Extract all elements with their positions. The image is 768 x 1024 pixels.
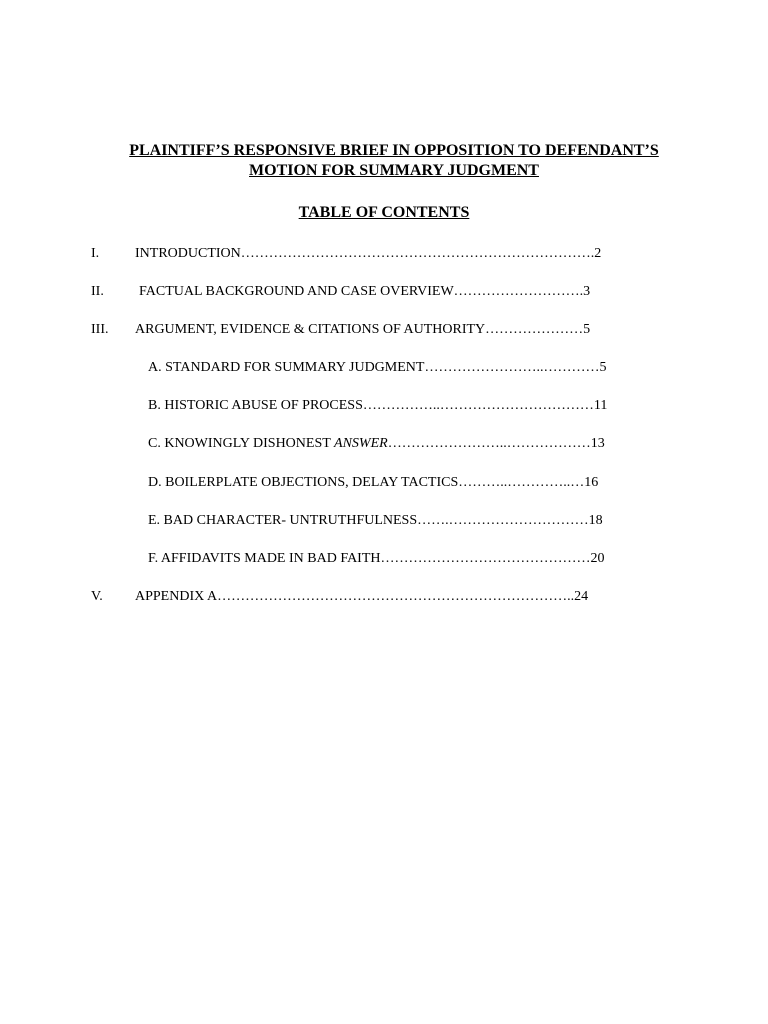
- toc-entry: APPENDIX A…………………………………………………………………..24: [135, 589, 589, 604]
- toc-entry: FACTUAL BACKGROUND AND CASE OVERVIEW……………………….3: [139, 284, 591, 299]
- toc-entry: ARGUMENT, EVIDENCE & CITATIONS OF AUTHORITY…………………5: [135, 322, 591, 337]
- toc-subentry: [148, 435, 605, 453]
- toc-heading: TABLE OF CONTENTS: [298, 204, 470, 221]
- toc-subentry-italic: ANSWER: [334, 436, 388, 451]
- toc-entry-number: V.: [91, 589, 103, 604]
- toc-entry-number: III.: [91, 322, 109, 337]
- toc-subentry-suffix: ……………………..………………13: [387, 436, 605, 451]
- toc-entry-number: II.: [91, 284, 104, 299]
- brief-title-line-1: PLAINTIFF’S RESPONSIVE BRIEF IN OPPOSITION TO DEFENDANT’S: [129, 142, 659, 159]
- toc-entry: INTRODUCTION………………………………………………………………….2: [135, 246, 602, 261]
- toc-subentry-prefix: C. KNOWINGLY DISHONEST: [148, 436, 335, 451]
- brief-title-line-2: MOTION FOR SUMMARY JUDGMENT: [249, 162, 539, 179]
- toc-subentry: B. HISTORIC ABUSE OF PROCESS……………..……………………………11: [148, 398, 608, 413]
- toc-subentry: F. AFFIDAVITS MADE IN BAD FAITH………………………………………20: [148, 551, 605, 566]
- toc-entry-number: I.: [91, 246, 100, 261]
- toc-subentry: A. STANDARD FOR SUMMARY JUDGMENT……………………..…………5: [148, 360, 607, 375]
- toc-subentry: E. BAD CHARACTER- UNTRUTHFULNESS…….…………………………18: [148, 513, 603, 528]
- toc-subentry: D. BOILERPLATE OBJECTIONS, DELAY TACTICS………..…………..…16: [148, 475, 599, 490]
